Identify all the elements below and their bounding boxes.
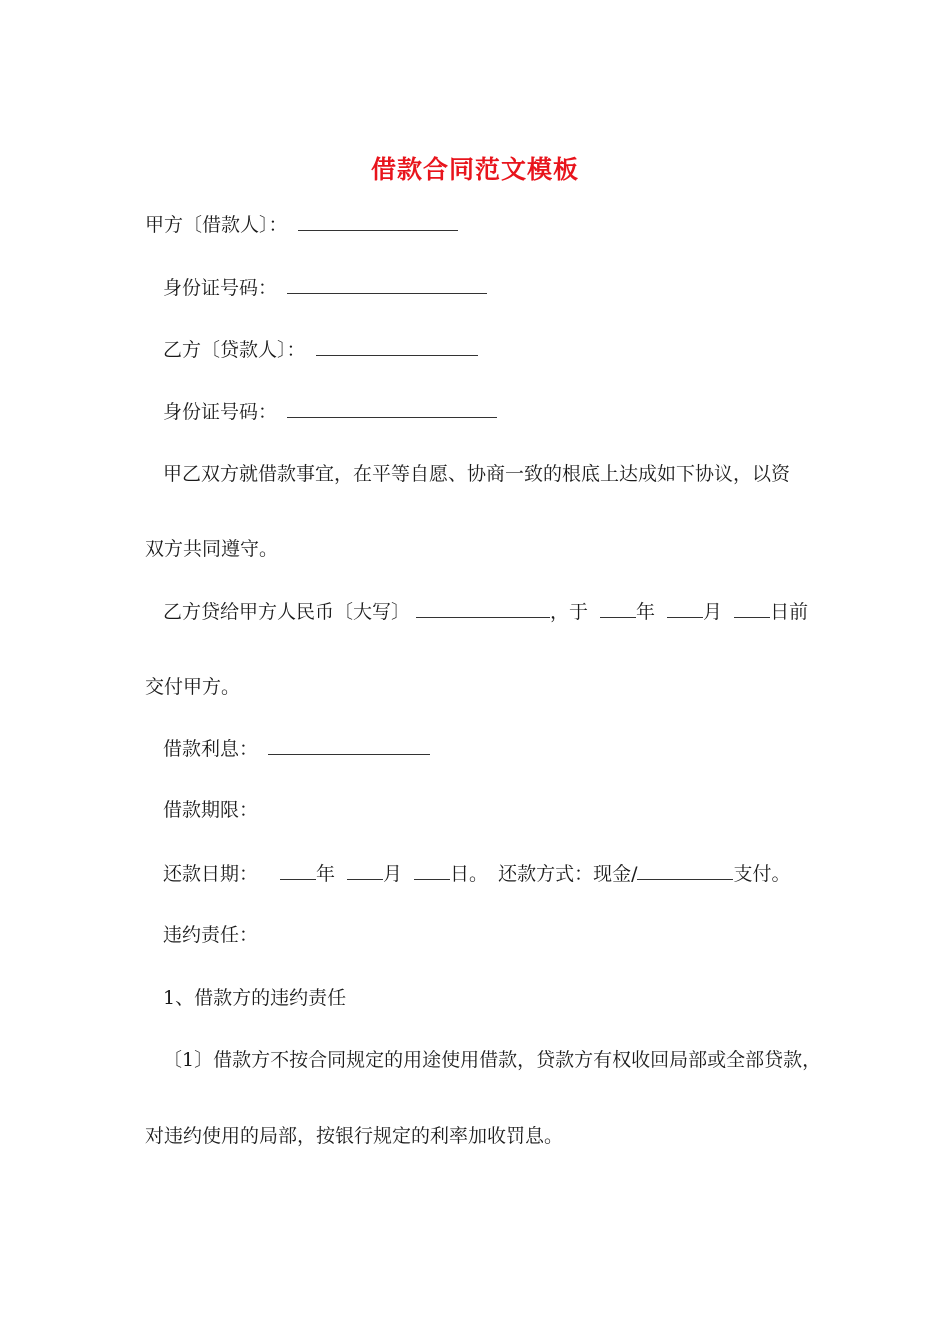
party-a-row [145, 212, 458, 237]
loan-day-label: 日前 [770, 601, 809, 623]
clause-1-1-row [163, 1048, 821, 1072]
clause-1-title: 、借款方的违约责任 [175, 987, 347, 1009]
party-a-id-row [163, 275, 487, 300]
loan-month-label: 月 [703, 601, 723, 623]
loan-amount-blank[interactable] [416, 599, 550, 618]
clause-1-number: 1 [163, 987, 176, 1009]
party-b-id-label: 身份证号码： [163, 401, 278, 423]
repayment-row [163, 861, 790, 886]
repayment-method-label: 还款方式：现金/ [498, 863, 638, 885]
preamble-line-2: 双方共同遵守。 [145, 538, 279, 560]
loan-row [163, 599, 808, 624]
repayment-day-blank[interactable] [414, 861, 450, 880]
clause-1-1-line-2: 对违约使用的局部，按银行规定的利率加收罚息。 [145, 1125, 564, 1147]
party-b-row [163, 337, 478, 362]
repayment-year-blank[interactable] [280, 861, 316, 880]
document-title: 借款合同范文模板 [370, 155, 579, 184]
loan-prefix: 乙方贷给甲方人民币〔大写〕 [163, 601, 411, 623]
party-b-blank[interactable] [316, 337, 478, 356]
repayment-year-label: 年 [316, 863, 336, 885]
repayment-pay-label: 支付。 [733, 863, 791, 885]
term-label: 借款期限： [163, 799, 259, 821]
party-a-blank[interactable] [298, 212, 458, 231]
loan-yu: ，于 [550, 601, 589, 623]
interest-blank[interactable] [268, 736, 430, 755]
interest-label: 借款利息： [163, 738, 259, 760]
party-a-id-label: 身份证号码： [163, 277, 278, 299]
clause-1-row [163, 986, 346, 1010]
interest-row [163, 736, 430, 761]
repayment-month-blank[interactable] [347, 861, 383, 880]
loan-day-blank[interactable] [734, 599, 770, 618]
party-b-id-row [163, 399, 497, 424]
liability-label: 违约责任： [163, 924, 259, 946]
clause-1-1-number: 〔1〕 [163, 1049, 214, 1071]
clause-1-1-line-1: 借款方不按合同规定的用途使用借款，贷款方有权收回局部或全部贷款， [213, 1049, 822, 1071]
repayment-month-label: 月 [383, 863, 403, 885]
loan-year-blank[interactable] [600, 599, 636, 618]
repayment-day-label: 日。 [450, 863, 489, 885]
party-b-id-blank[interactable] [287, 399, 497, 418]
party-a-label: 甲方〔借款人〕： [145, 214, 288, 236]
loan-line-2: 交付甲方。 [145, 676, 241, 698]
loan-month-blank[interactable] [667, 599, 703, 618]
repayment-date-label: 还款日期： [163, 863, 259, 885]
loan-year-label: 年 [636, 601, 656, 623]
party-b-label: 乙方〔贷款人〕： [163, 339, 306, 361]
party-a-id-blank[interactable] [287, 275, 487, 294]
repayment-method-blank[interactable] [637, 861, 733, 880]
preamble-line-1: 甲乙双方就借款事宜，在平等自愿、协商一致的根底上达成如下协议，以资 [163, 463, 791, 485]
